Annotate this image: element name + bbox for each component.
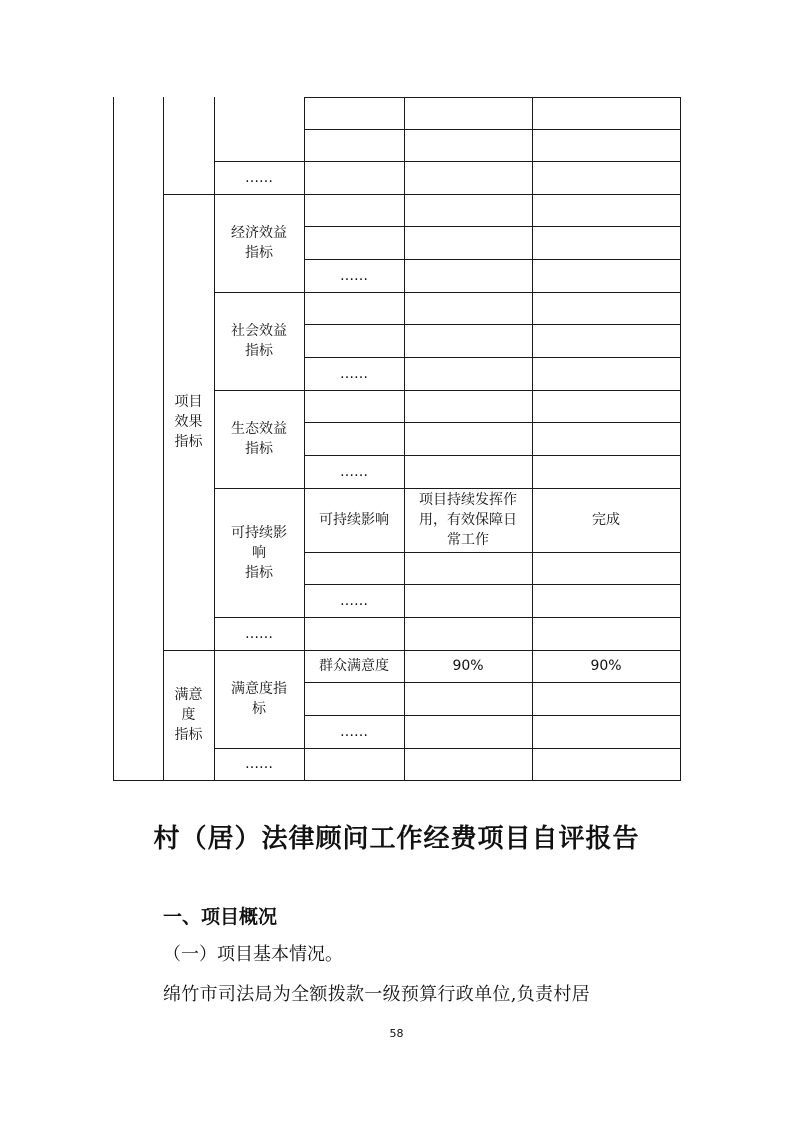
table-rule — [304, 324, 681, 325]
satisfaction-target: 90% — [452, 658, 484, 674]
report-title: 村（居）法律顾问工作经费项目自评报告 — [153, 824, 640, 854]
table-rule — [304, 422, 681, 423]
ellipsis-cell: …… — [245, 756, 273, 772]
economic-benefit-label: 经济效益 指标 — [231, 225, 287, 261]
satisfaction-sub-label: 满意度指 标 — [231, 681, 287, 717]
ellipsis-cell: …… — [245, 625, 273, 642]
section-heading: 一、项目概况 — [163, 906, 278, 928]
social-benefit-label: 社会效益 指标 — [231, 323, 287, 359]
table-rule — [113, 97, 114, 781]
sustainable-actual: 完成 — [592, 512, 620, 528]
ellipsis-cell: …… — [340, 365, 368, 382]
table-rule — [304, 97, 681, 98]
ellipsis-cell: …… — [340, 592, 368, 609]
ellipsis-cell: …… — [340, 267, 368, 284]
ellipsis-cell: …… — [340, 463, 368, 480]
ellipsis-cell: …… — [245, 169, 273, 186]
effect-indicator-label: 项目 效果 指标 — [174, 394, 203, 450]
body-paragraph: 绵竹市司法局为全额拨款一级预算行政单位,负责村居 — [163, 984, 590, 1005]
sustainable-target: 项目持续发挥作 用，有效保障日 常工作 — [419, 492, 517, 548]
satisfaction-indicator: 群众满意度 — [319, 658, 389, 674]
table-rule — [304, 552, 681, 553]
satisfaction-indicator-label: 满意 度 指标 — [174, 687, 203, 743]
table-rule — [113, 780, 681, 781]
ecological-benefit-label: 生态效益 指标 — [231, 421, 287, 457]
table-rule — [680, 97, 681, 781]
page-number: 58 — [389, 1027, 404, 1040]
sustainable-indicator: 可持续影响 — [319, 512, 389, 528]
ellipsis-cell: …… — [340, 723, 368, 740]
satisfaction-actual: 90% — [590, 658, 622, 674]
table-rule — [304, 682, 681, 683]
subsection-heading: （一）项目基本情况。 — [163, 944, 343, 965]
sustainable-impact-label: 可持续影 响 指标 — [231, 524, 287, 581]
table-rule — [304, 226, 681, 227]
table-rule — [304, 129, 681, 130]
